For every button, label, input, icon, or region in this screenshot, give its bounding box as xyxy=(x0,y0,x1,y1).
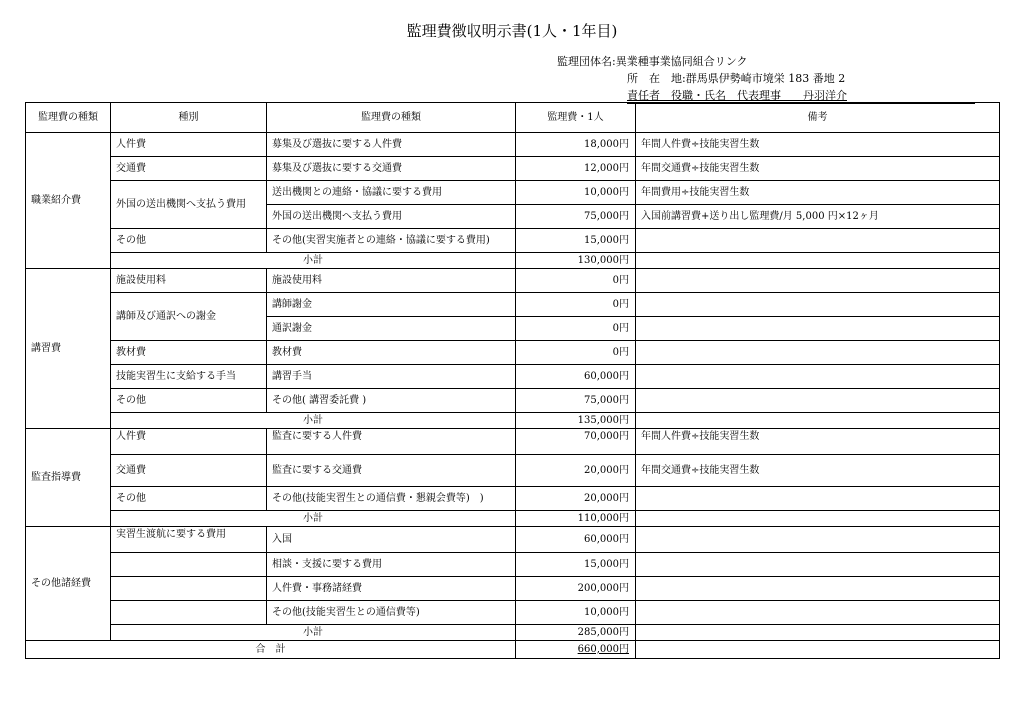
fee-item: 施設使用料 xyxy=(267,269,516,293)
representative-name: 責任者 役職・氏名 代表理事 丹羽洋介 xyxy=(627,89,847,102)
fee-note xyxy=(636,625,1000,641)
fee-amount: 20,000円 xyxy=(516,455,636,487)
fee-item: その他( 講習委託費 ) xyxy=(267,389,516,413)
fee-amount: 75,000円 xyxy=(516,205,636,229)
table-row xyxy=(26,269,1000,293)
fee-note xyxy=(636,413,1000,429)
fee-type: 人件費 xyxy=(111,133,267,157)
section-name: その他諸経費 xyxy=(26,527,111,641)
fee-amount: 0円 xyxy=(516,293,636,317)
fee-type: 実習生渡航に要する費用 xyxy=(111,527,267,553)
column-header: 備考 xyxy=(636,103,1000,133)
fee-item: その他(技能実習生との通信費・懇親会費等) ) xyxy=(267,487,516,511)
fee-item: 講師謝金 xyxy=(267,293,516,317)
fee-amount: 200,000円 xyxy=(516,577,636,601)
fee-item: その他(技能実習生との通信費等) xyxy=(267,601,516,625)
fee-item: 監査に要する交通費 xyxy=(267,455,516,487)
table-row xyxy=(26,429,1000,455)
total-amount xyxy=(516,641,636,659)
fee-note xyxy=(636,317,1000,341)
fee-note xyxy=(636,577,1000,601)
fee-note: 年間交通費÷技能実習生数 xyxy=(636,157,1000,181)
fee-item: 教材費 xyxy=(267,341,516,365)
fee-note: 年間人件費÷技能実習生数 xyxy=(636,133,1000,157)
fee-amount: 0円 xyxy=(516,341,636,365)
fee-type: その他 xyxy=(111,229,267,253)
fee-note xyxy=(636,553,1000,577)
fee-item: 人件費・事務諸経費 xyxy=(267,577,516,601)
fee-item: 講習手当 xyxy=(267,365,516,389)
subtotal-row xyxy=(26,511,1000,527)
fee-amount: 10,000円 xyxy=(516,181,636,205)
table-row xyxy=(26,365,1000,389)
fee-note: 入国前講習費+送り出し監理費/月 5,000 円×12ヶ月 xyxy=(636,205,1000,229)
section-name: 監査指導費 xyxy=(26,429,111,527)
fee-item: 募集及び選抜に要する交通費 xyxy=(267,157,516,181)
fee-item: 相談・支援に要する費用 xyxy=(267,553,516,577)
fee-type: その他 xyxy=(111,487,267,511)
column-header: 監理費の種類 xyxy=(267,103,516,133)
fee-type: 外国の送出機関へ支払う費用 xyxy=(111,181,267,229)
table-row xyxy=(26,229,1000,253)
fee-amount: 70,000円 xyxy=(516,429,636,455)
subtotal-label: 小計 xyxy=(111,625,516,641)
fee-note: 年間費用÷技能実習生数 xyxy=(636,181,1000,205)
fee-amount: 20,000円 xyxy=(516,487,636,511)
fee-note xyxy=(636,527,1000,553)
table-row xyxy=(26,553,1000,577)
table-row xyxy=(26,455,1000,487)
fee-amount: 60,000円 xyxy=(516,365,636,389)
fee-amount: 10,000円 xyxy=(516,601,636,625)
table-row xyxy=(26,527,1000,553)
fee-table xyxy=(25,102,1000,659)
fee-note: 年間交通費÷技能実習生数 xyxy=(636,455,1000,487)
fee-type: 交通費 xyxy=(111,455,267,487)
fee-amount: 0円 xyxy=(516,269,636,293)
table-header-row xyxy=(26,103,1000,133)
subtotal-amount: 110,000円 xyxy=(516,511,636,527)
subtotal-amount: 130,000円 xyxy=(516,253,636,269)
total-label: 合 計 xyxy=(26,641,516,659)
fee-item: 外国の送出機関へ支払う費用 xyxy=(267,205,516,229)
table-row xyxy=(26,341,1000,365)
subtotal-row xyxy=(26,625,1000,641)
fee-note xyxy=(636,641,1000,659)
fee-item: 送出機関との連絡・協議に要する費用 xyxy=(267,181,516,205)
fee-type: その他 xyxy=(111,389,267,413)
column-header: 監理費の種類 xyxy=(26,103,111,133)
fee-type xyxy=(111,601,267,625)
fee-item: 募集及び選抜に要する人件費 xyxy=(267,133,516,157)
organization-address: 所 在 地:群馬県伊勢崎市境栄 183 番地 2 xyxy=(627,72,846,85)
fee-amount: 0円 xyxy=(516,317,636,341)
table-row xyxy=(26,601,1000,625)
total-row xyxy=(26,641,1000,659)
fee-note xyxy=(636,601,1000,625)
fee-type: 交通費 xyxy=(111,157,267,181)
table-row xyxy=(26,293,1000,317)
table-row xyxy=(26,389,1000,413)
fee-amount: 15,000円 xyxy=(516,553,636,577)
fee-type: 技能実習生に支給する手当 xyxy=(111,365,267,389)
organization-name: 監理団体名:異業種事業協同組合リンク xyxy=(557,55,748,68)
fee-note xyxy=(636,487,1000,511)
subtotal-label: 小計 xyxy=(111,253,516,269)
document-title: 監理費徴収明示書(1人・1年目) xyxy=(406,22,618,40)
fee-amount: 12,000円 xyxy=(516,157,636,181)
table-row xyxy=(26,157,1000,181)
fee-note xyxy=(636,365,1000,389)
subtotal-label: 小計 xyxy=(111,413,516,429)
fee-item: 監査に要する人件費 xyxy=(267,429,516,455)
subtotal-amount: 135,000円 xyxy=(516,413,636,429)
fee-amount: 75,000円 xyxy=(516,389,636,413)
fee-type xyxy=(111,577,267,601)
fee-note xyxy=(636,511,1000,527)
fee-item: 通訳謝金 xyxy=(267,317,516,341)
fee-type: 講師及び通訳への謝金 xyxy=(111,293,267,341)
column-header: 種別 xyxy=(111,103,267,133)
total-amount-value: 660,000円 xyxy=(577,643,629,655)
fee-type: 施設使用料 xyxy=(111,269,267,293)
fee-item: 入国 xyxy=(267,527,516,553)
fee-amount: 15,000円 xyxy=(516,229,636,253)
fee-type xyxy=(111,553,267,577)
fee-note xyxy=(636,269,1000,293)
subtotal-row xyxy=(26,413,1000,429)
section-name: 講習費 xyxy=(26,269,111,429)
subtotal-amount: 285,000円 xyxy=(516,625,636,641)
fee-note xyxy=(636,341,1000,365)
fee-amount: 18,000円 xyxy=(516,133,636,157)
section-name: 職業紹介費 xyxy=(26,133,111,269)
subtotal-label: 小計 xyxy=(111,511,516,527)
table-row xyxy=(26,181,1000,205)
table-row xyxy=(26,133,1000,157)
column-header: 監理費・1人 xyxy=(516,103,636,133)
fee-item: その他(実習実施者との連絡・協議に要する費用) xyxy=(267,229,516,253)
subtotal-row xyxy=(26,253,1000,269)
fee-type: 教材費 xyxy=(111,341,267,365)
fee-note xyxy=(636,253,1000,269)
table-row xyxy=(26,487,1000,511)
table-row xyxy=(26,577,1000,601)
fee-note: 年間人件費÷技能実習生数 xyxy=(636,429,1000,455)
fee-note xyxy=(636,229,1000,253)
fee-note xyxy=(636,389,1000,413)
fee-amount: 60,000円 xyxy=(516,527,636,553)
fee-type: 人件費 xyxy=(111,429,267,455)
fee-note xyxy=(636,293,1000,317)
